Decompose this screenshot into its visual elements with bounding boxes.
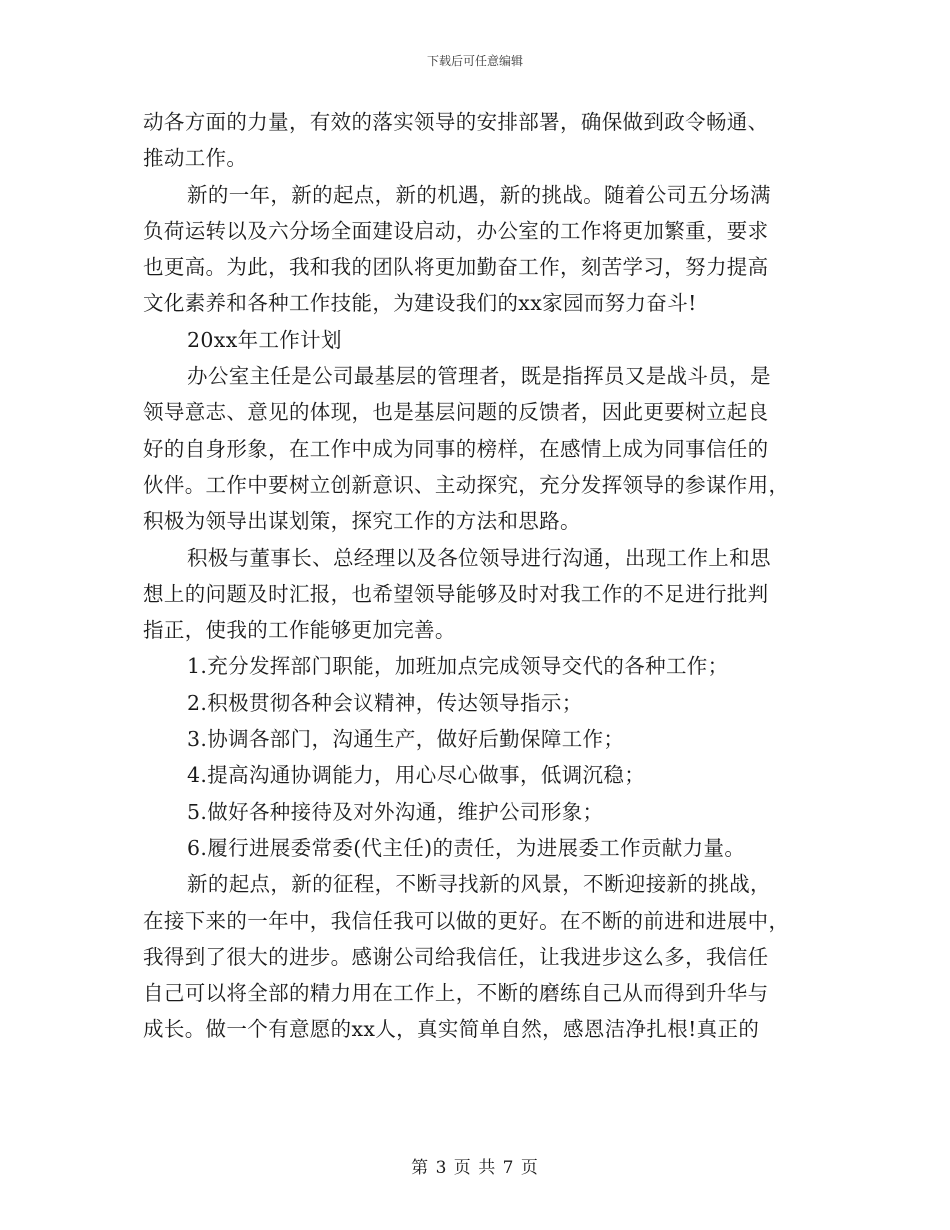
list-item: 5.做好各种接待及对外沟通，维护公司形象； — [187, 799, 604, 824]
text-line: 想上的问题及时汇报，也希望领导能够及时对我工作的不足进行批判 — [143, 581, 769, 606]
text-line: 领导意志、意见的体现，也是基层问题的反馈者，因此更要树立起良 — [143, 400, 769, 425]
list-item: 6.履行进展委常委(代主任)的责任，为进展委工作贡献力量。 — [187, 835, 746, 860]
section-heading: 20xx年工作计划 — [187, 327, 342, 352]
text-line: 积极与董事长、总经理以及各位领导进行沟通，出现工作上和思 — [187, 545, 771, 570]
text-line: 指正，使我的工作能够更加完善。 — [143, 618, 456, 643]
text-line: 文化素养和各种工作技能，为建设我们的xx家园而努力奋斗! — [143, 291, 697, 316]
list-item: 4.提高沟通协调能力，用心尽心做事，低调沉稳； — [187, 763, 646, 788]
list-item: 1.充分发挥部门职能，加班加点完成领导交代的各种工作； — [187, 654, 729, 679]
text-line: 新的起点，新的征程，不断寻找新的风景，不断迎接新的挑战， — [187, 872, 771, 897]
page-header-note: 下载后可任意编辑 — [426, 54, 523, 68]
text-line: 推动工作。 — [143, 146, 248, 171]
text-line: 我得到了很大的进步。感谢公司给我信任，让我进步这么多，我信任 — [143, 944, 769, 969]
text-line: 动各方面的力量，有效的落实领导的安排部署，确保做到政令畅通、 — [143, 110, 769, 134]
document-body — [143, 104, 808, 1048]
text-line: 好的自身形象，在工作中成为同事的榜样，在感情上成为同事信任的 — [143, 436, 769, 461]
text-line: 在接下来的一年中，我信任我可以做的更好。在不断的前进和进展中， — [143, 908, 790, 933]
text-line: 新的一年，新的起点，新的机遇，新的挑战。随着公司五分场满 — [187, 182, 771, 207]
text-line: 负荷运转以及六分场全面建设启动，办公室的工作将更加繁重，要求 — [143, 218, 769, 243]
text-line: 成长。做一个有意愿的xx人，真实简单自然，感恩洁净扎根!真正的 — [143, 1017, 760, 1042]
page-number: 第 3 页 共 7 页 — [411, 1158, 539, 1178]
text-line: 办公室主任是公司最基层的管理者，既是指挥员又是战斗员，是 — [187, 364, 771, 389]
text-line: 积极为领导出谋划策，探究工作的方法和思路。 — [143, 509, 581, 534]
list-item: 2.积极贯彻各种会议精神，传达领导指示； — [187, 690, 583, 715]
list-item: 3.协调各部门，沟通生产，做好后勤保障工作； — [187, 727, 625, 752]
text-line: 也更高。为此，我和我的团队将更加勤奋工作，刻苦学习，努力提高 — [143, 255, 769, 280]
text-line: 伙伴。工作中要树立创新意识、主动探究，充分发挥领导的参谋作用， — [143, 472, 790, 497]
text-line: 自己可以将全部的精力用在工作上，不断的磨练自己从而得到升华与 — [143, 981, 769, 1006]
